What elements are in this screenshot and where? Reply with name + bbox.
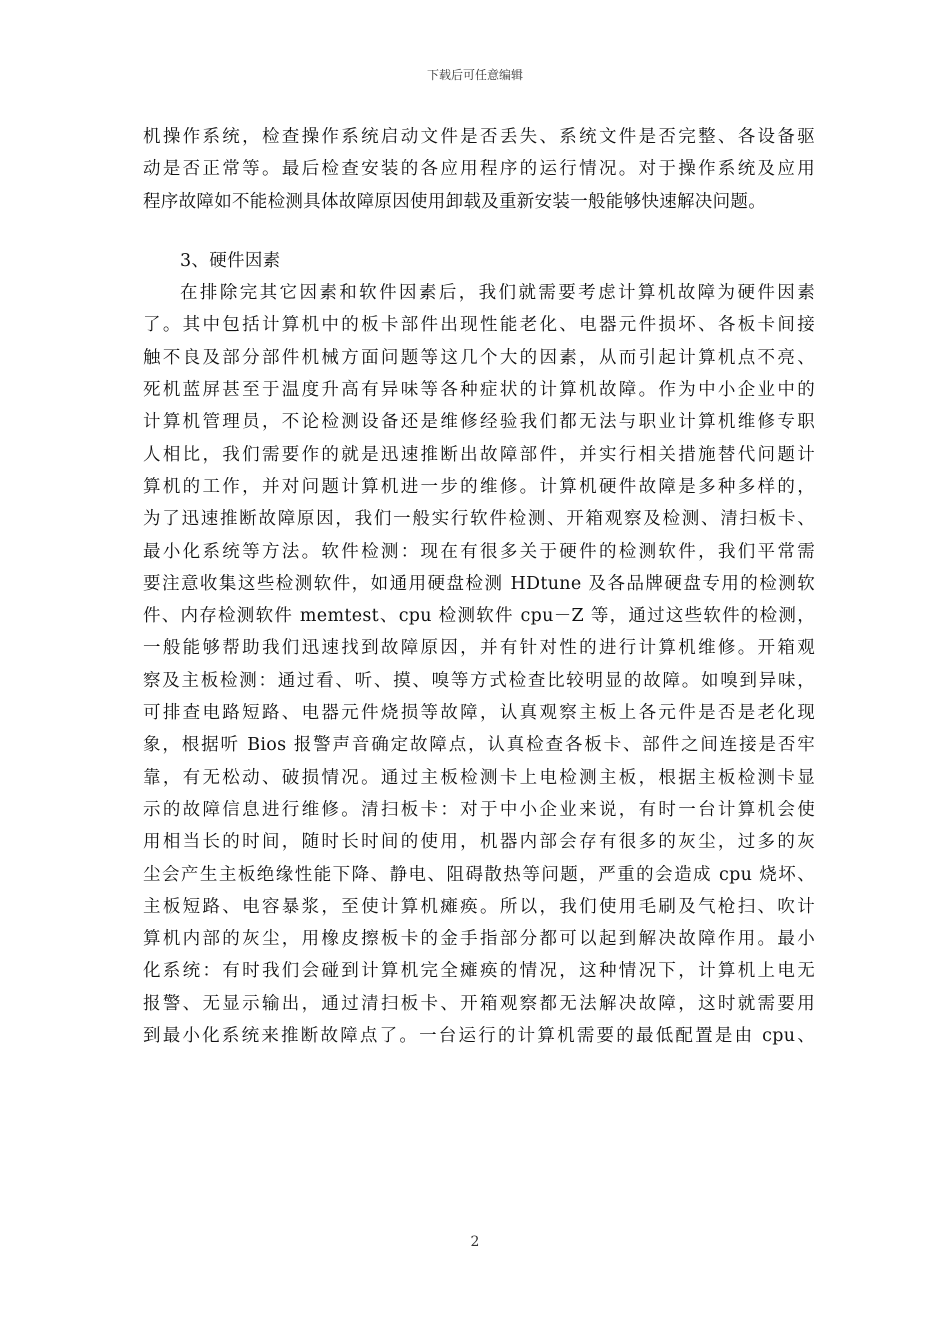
text-line: 化系统：有时我们会碰到计算机完全瘫痪的情况，这种情况下，计算机上电无 xyxy=(143,961,815,982)
text-line: 尘会产生主板绝缘性能下降、静电、阻碍散热等问题，严重的会造成 cpu 烧坏、 xyxy=(143,864,815,885)
text-line: 死机蓝屏甚至于温度升高有异味等各种症状的计算机故障。作为中小企业中的 xyxy=(143,380,815,401)
text-line: 了。其中包括计算机中的板卡部件出现性能老化、电器元件损坏、各板卡间接 xyxy=(143,315,815,336)
text-line: 触不良及部分部件机械方面问题等这几个大的因素，从而引起计算机点不亮、 xyxy=(143,347,815,368)
text-line: 到最小化系统来推断故障点了。一台运行的计算机需要的最低配置是由 cpu、 xyxy=(143,1026,815,1047)
text-line: 一般能够帮助我们迅速找到故障原因，并有针对性的进行计算机维修。开箱观 xyxy=(143,638,815,659)
text-line: 要注意收集这些检测软件，如通用硬盘检测 HDtune 及各品牌硬盘专用的检测软 xyxy=(143,573,815,594)
text-line: 计算机管理员，不论检测设备还是维修经验我们都无法与职业计算机维修专职 xyxy=(143,412,815,433)
header-note: 下载后可任意编辑 xyxy=(426,68,523,82)
text-line: 人相比，我们需要作的就是迅速推断出故障部件，并实行相关措施替代问题计 xyxy=(143,444,815,465)
text-line: 为了迅速推断故障原因，我们一般实行软件检测、开箱观察及检测、清扫板卡、 xyxy=(143,509,815,530)
text-line: 可排查电路短路、电器元件烧损等故障，认真观察主板上各元件是否是老化现 xyxy=(143,703,815,724)
text-line: 动是否正常等。最后检查安装的各应用程序的运行情况。对于操作系统及应用 xyxy=(143,159,815,180)
text-line: 察及主板检测：通过看、听、摸、嗅等方式检查比较明显的故障。如嗅到异味， xyxy=(143,670,815,691)
text-line: 报警、无显示输出，通过清扫板卡、开箱观察都无法解决故障，这时就需要用 xyxy=(143,993,815,1014)
text-line: 在排除完其它因素和软件因素后，我们就需要考虑计算机故障为硬件因素 xyxy=(180,283,815,304)
text-line: 程序故障如不能检测具体故障原因使用卸载及重新安装一般能够快速解决问题。 xyxy=(143,191,766,212)
text-line: 件、内存检测软件 memtest、cpu 检测软件 cpu－Z 等，通过这些软件的检测， xyxy=(143,606,815,627)
body-text xyxy=(143,121,815,1052)
section-heading: 3、硬件因素 xyxy=(180,250,281,271)
text-line: 最小化系统等方法。软件检测：现在有很多关于硬件的检测软件，我们平常需 xyxy=(143,541,815,562)
page-number: 2 xyxy=(470,1234,480,1250)
text-line: 示的故障信息进行维修。清扫板卡：对于中小企业来说，有时一台计算机会使 xyxy=(143,799,815,820)
text-line: 机操作系统，检查操作系统启动文件是否丢失、系统文件是否完整、各设备驱 xyxy=(143,127,815,147)
text-line: 主板短路、电容暴浆，至使计算机瘫痪。所以，我们使用毛刷及气枪扫、吹计 xyxy=(143,896,815,917)
text-line: 用相当长的时间，随时长时间的使用，机器内部会存有很多的灰尘，过多的灰 xyxy=(143,832,815,853)
text-line: 靠，有无松动、破损情况。通过主板检测卡上电检测主板，根据主板检测卡显 xyxy=(143,767,815,788)
text-line: 算机的工作，并对问题计算机进一步的维修。计算机硬件故障是多种多样的， xyxy=(143,476,815,497)
text-line: 象，根据听 Bios 报警声音确定故障点，认真检查各板卡、部件之间连接是否牢 xyxy=(143,735,815,756)
text-line: 算机内部的灰尘，用橡皮擦板卡的金手指部分都可以起到解决故障作用。最小 xyxy=(143,929,815,950)
